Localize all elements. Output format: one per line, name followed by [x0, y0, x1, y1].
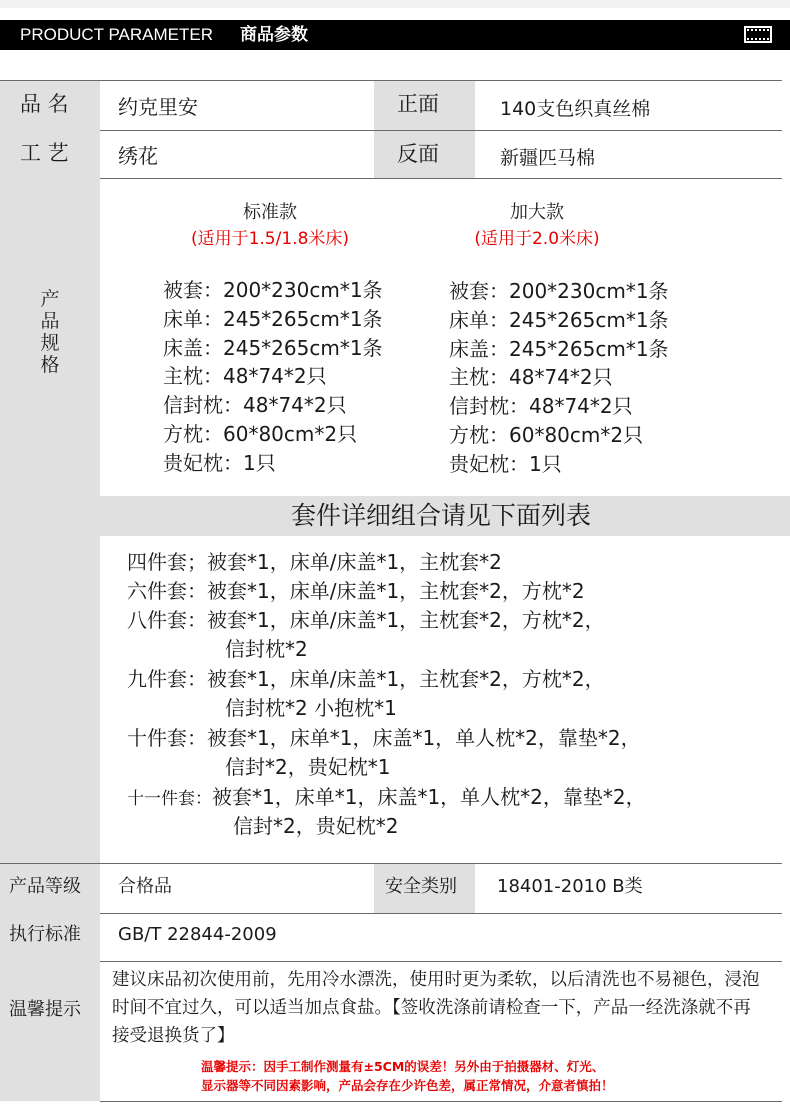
combo-line-nine-cont: 信封枕*2 小抱枕*1: [225, 696, 397, 720]
combo-line-eleven-cont: 信封*2，贵妃枕*2: [233, 814, 399, 838]
name-label: 品 名: [20, 92, 69, 116]
craft-label: 工 艺: [20, 141, 69, 165]
combo-line-six: 六件套：被套*1，床单/床盖*1，主枕套*2，方枕*2: [127, 579, 585, 603]
spec-item: 床盖：245*265cm*1条: [163, 335, 383, 360]
standard-title: 标准款: [243, 202, 297, 223]
warning-line-1: 温馨提示：因手工制作测量有±5CM的误差！另外由于拍摄器材、灯光、: [201, 1059, 605, 1074]
large-subtitle: (适用于2.0米床): [474, 229, 600, 249]
spec-item: 主枕：48*74*2只: [163, 364, 327, 389]
spec-item: 方枕：60*80cm*2只: [449, 422, 644, 447]
combo-eleven-text: 被套*1，床单*1，床盖*1，单人枕*2，靠垫*2，: [212, 785, 646, 809]
spec-item: 被套：200*230cm*1条: [163, 278, 383, 302]
name-value: 约克里安: [118, 95, 198, 119]
grade-label: 产品等级: [9, 876, 81, 897]
combo-line-nine: 九件套：被套*1，床单/床盖*1，主枕套*2，方枕*2，: [127, 667, 605, 691]
back-value: 新疆匹马棉: [500, 147, 596, 169]
combo-line-eight-cont: 信封枕*2: [225, 637, 308, 661]
craft-value: 绣花: [118, 144, 158, 168]
spec-item: 贵妃枕：1只: [163, 450, 276, 475]
standard-subtitle: (适用于1.5/1.8米床): [190, 229, 350, 249]
spec-item: 信封枕：48*74*2只: [163, 393, 347, 418]
combo-line-ten-cont: 信封*2，贵妃枕*1: [225, 755, 391, 779]
spec-label-char: 产: [40, 288, 60, 310]
top-strip: [0, 0, 790, 8]
divider-line: [0, 80, 782, 81]
safety-label: 安全类别: [385, 876, 457, 897]
combo-line-eleven: [127, 783, 646, 814]
standard-spec-list: [163, 276, 383, 478]
label-column: [0, 80, 100, 863]
spec-item: 主枕：48*74*2只: [449, 365, 613, 390]
film-icon: [744, 26, 772, 43]
divider-line: [100, 961, 782, 962]
combo-eleven-prefix: 十一件套：: [127, 789, 212, 809]
spec-item: 床单：245*265cm*1条: [449, 307, 669, 332]
spec-label-char: 规: [40, 332, 60, 354]
header-title-en: PRODUCT PARAMETER: [20, 25, 214, 44]
divider-line: [100, 130, 782, 131]
combo-line-eight: 八件套：被套*1，床单/床盖*1，主枕套*2，方枕*2，: [127, 608, 605, 632]
divider-line: [0, 863, 782, 864]
warning-line-2: 显示器等不同因素影响，产品会存在少许色差，属正常情况，介意者慎拍！: [201, 1078, 614, 1093]
grade-value: 合格品: [118, 876, 172, 897]
header-title-cn: 商品参数: [240, 25, 308, 45]
spec-item: 床单：245*265cm*1条: [163, 306, 383, 331]
standard-spec-header: [170, 200, 370, 252]
large-spec-header: [437, 200, 637, 252]
spec-item: 被套：200*230cm*1条: [449, 279, 669, 303]
divider-line: [100, 1101, 782, 1102]
combo-heading: 套件详细组合请见下面列表: [290, 501, 591, 530]
standard-label: 执行标准: [9, 924, 81, 945]
back-label: 反面: [397, 142, 439, 166]
spec-label-char: 品: [40, 310, 60, 332]
divider-line: [100, 913, 782, 914]
large-spec-list: [449, 277, 669, 479]
combo-line-ten: 十件套：被套*1，床单*1，床盖*1，单人枕*2，靠垫*2，: [127, 726, 641, 750]
spec-item: 床盖：245*265cm*1条: [449, 336, 669, 361]
tips-label: 温馨提示: [9, 999, 81, 1020]
standard-value: GB/T 22844-2009: [118, 924, 277, 945]
spec-item: 信封枕：48*74*2只: [449, 394, 633, 419]
spec-item: 贵妃枕：1只: [449, 451, 562, 476]
divider-line: [100, 178, 782, 179]
spec-label: [38, 288, 62, 376]
combo-line-four: 四件套；被套*1，床单/床盖*1，主枕套*2: [127, 550, 502, 574]
spec-label-char: 格: [40, 354, 60, 376]
front-value: 140支色织真丝棉: [500, 98, 651, 120]
tips-label-cell: [0, 961, 100, 1101]
spec-item: 方枕：60*80cm*2只: [163, 421, 358, 446]
tips-text: 建议床品初次使用前，先用冷水漂洗，使用时更为柔软，以后清洗也不易褪色，浸泡时间不宜过久，可以适当加点食盐。【签收洗涤前请检查一下，产品一经洗涤就不再接受退换货了】: [112, 970, 760, 1046]
large-title: 加大款: [510, 202, 564, 223]
safety-value: 18401-2010 B类: [497, 876, 643, 897]
front-label: 正面: [397, 92, 439, 116]
